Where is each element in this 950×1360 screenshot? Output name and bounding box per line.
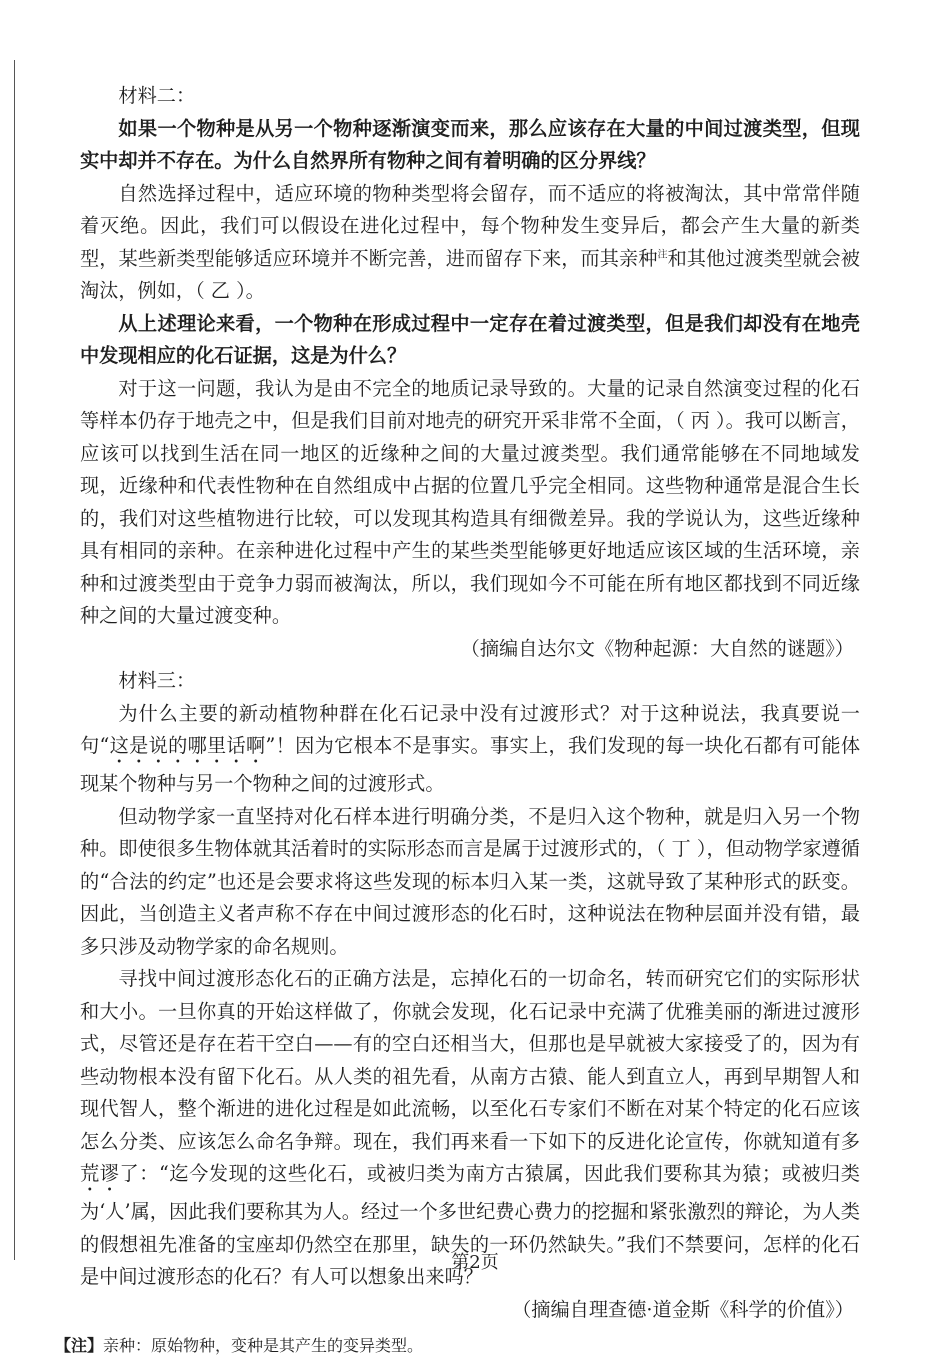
material2-heading: 材料二： [118,84,196,107]
material2-paragraph-2: 对于这一问题，我认为是由不完全的地质记录导致的。大量的记录自然演变过程的化石等样本仍存于地壳之中，但是我们目前对地壳的研究开采非常不全面，（ 丙 ）。我可以断言，应该可以找到生活在同一地区的近缘种之间的大量过渡类型。我们通常能够在不同地域发现，近缘种和代表性物种在自然组成中占据的位置几乎完全相同。这些物种通常是混合生长的，我们对这些植物进行比较，可以发现其构造具有细微差异。我的学说认为，这些近缘种具有相同的亲种。在亲种进化过程中产生的某些类型能够更好地适应该区域的生活环境，亲种和过渡类型由于竞争力弱而被淘汰，所以，我们现如今不可能在所有地区都找到不同近缘种之间的大量过渡变种。 [80,376,860,627]
material3-paragraph-2: 但动物学家一直坚持对化石样本进行明确分类，不是归入这个物种，就是归入另一个物种。即使很多生物体就其活着时的实际形态而言是属于过渡形式的，（ 丁 ），但动物学家遵循的“合法的约定”也还是会要求将这些发现的标本归入某一类，这就导致了某种形式的跃变。因此，当创造主义者声称不存在中间过渡形态的化石时，这种说法在物种层面并没有错，最多只涉及动物学家的命名规则。 [80,804,860,958]
material3-p3-text-a: 寻找中间过渡形态化石的正确方法是，忘掉化石的一切命名，转而研究它们的实际形状和大小。一旦你真的开始这样做了，你就会发现，化石记录中充满了优雅美丽的渐进过渡形式，尽管还是存在若干空白——有的空白还相当大，但那也是早就被大家接受了的，因为有些动物根本没有留下化石。从人类的祖先看，从南方古猿、能人到直立人，再到早期智人和现代智人，整个渐进的进化过程是如此流畅，以至化石专家们不断在对某个特定的化石应该怎么分类、应该怎么命名争辩。现在，我们再来看一下如下的反进化论宣传，你就知道有多 [80,967,860,1153]
binding-margin-line [14,60,15,1260]
material2-question-1: 如果一个物种是从另一个物种逐渐演变而来，那么应该存在大量的中间过渡类型，但现实中却并不存在。为什么自然界所有物种之间有着明确的区分界线？ [80,116,860,172]
material3-p3-text-b: 了：“迄今发现的这些化石，或被归类为南方古猿属，因此我们要称其为猿；或被归类为‘人’属，因此我们要称其为人。经过一个多世纪费心费力的挖掘和紧张激烈的辩论，为人类的假想祖先准备的宝座却仍然空在那里，缺失的一环仍然缺失。”我们不禁要问，怎样的化石是中间过渡形态的化石？有人可以想象出来吗？ [80,1162,860,1288]
footnote [55,1332,860,1360]
footnote-tag: 【注】 [55,1336,104,1355]
footnote-text: 亲种：原始物种，变种是其产生的变异类型。 [103,1336,424,1355]
page-content [55,80,861,1360]
material2-question-2: 从上述理论来看，一个物种在形成过程中一定存在着过渡类型，但是我们却没有在地壳中发现相应的化石证据，这是为什么？ [80,311,860,367]
material2-citation: （摘编自达尔文《物种起源：大自然的谜题》） [460,636,854,660]
material3-paragraph-1 [80,698,860,801]
material2-paragraph-1 [80,178,860,308]
page-number: 第2页 [451,1252,499,1273]
material2-p1-text-b: 和其他过渡类型就会被淘汰，例如，（ 乙 ）。 [80,246,860,302]
emphasized-word: 荒谬 [80,1162,120,1185]
material3-paragraph-3 [80,963,860,1294]
note-marker: 注 [657,249,668,261]
material3-p1-text-a: 为什么主要的新动植物种群在化石记录中没有过渡形式？对于这种说法，我真要说一句“ [80,701,860,757]
material3-p1-text-b: ”！因为它根本不是事实。事实上，我们发现的每一块化石都有可能体现某个物种与另一个物种之间的过渡形式。 [80,734,861,795]
material2-p1-text-a: 自然选择过程中，适应环境的物种类型将会留存，而不适应的将被淘汰，其中常常伴随着灭绝。因此，我们可以假设在进化过程中，每个物种发生变异后，都会产生大量的新类型，某些新类型能够适应环境并不断完善，进而留存下来，而其亲种 [80,181,860,270]
material3-heading: 材料三： [118,669,196,692]
material3-citation: （摘编自理查德·道金斯《科学的价值》） [512,1297,854,1321]
emphasized-quote: 这是说的哪里话啊 [109,734,266,757]
